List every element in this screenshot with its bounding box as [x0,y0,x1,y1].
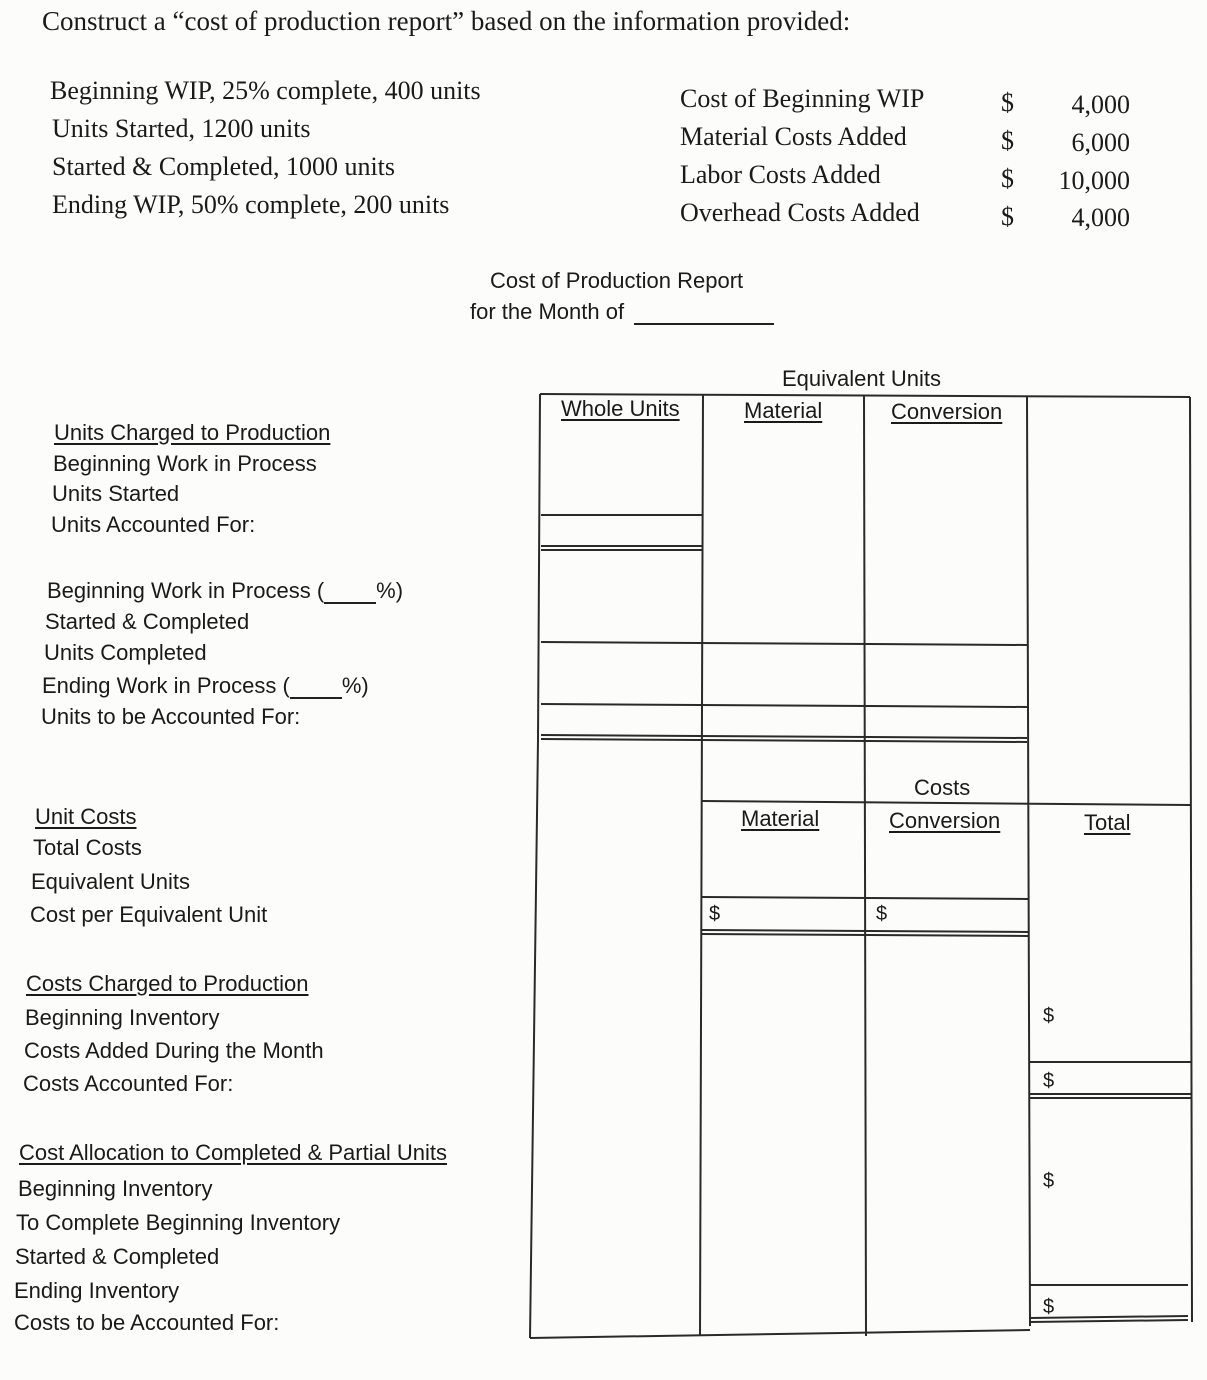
cost-allocation-row: Costs to be Accounted For: [14,1310,280,1335]
grid-line [702,801,1190,805]
units-charged-row: Units Started [52,481,180,506]
units-info-line: Started & Completed, 1000 units [52,152,396,181]
units-charged-row: Units Accounted For: [51,512,256,537]
dollar-sign: $ [1043,1005,1055,1027]
unit-costs-row: Equivalent Units [31,869,190,894]
cost-allocation-row: Started & Completed [15,1244,220,1269]
units-row: Started & Completed [45,609,250,634]
report-subtitle-label: for the Month of [470,299,625,324]
unit-costs-heading: Unit Costs [35,804,137,829]
units-info-line: Ending WIP, 50% complete, 200 units [52,190,450,219]
costs-charged-row: Costs Accounted For: [23,1071,234,1096]
costs-charged-row: Costs Added During the Month [24,1038,324,1063]
grid-line [541,735,1027,738]
dollar-sign: $ [709,903,721,925]
dollar-sign: $ [1043,1170,1055,1192]
grid-line [702,934,1028,936]
beginning-wip-label: Beginning Work in Process ( [47,578,325,603]
dollar-sign: $ [1043,1070,1055,1092]
grid-line [1030,1320,1188,1322]
grid-line [541,704,1027,707]
cost-allocation-row: Ending Inventory [14,1278,180,1303]
cost-label: Cost of Beginning WIP [680,84,925,113]
equivalent-units-header: Equivalent Units [782,366,941,391]
grid-line [1030,1316,1188,1318]
percent-suffix: %) [376,578,404,603]
grid-line [530,740,538,1338]
cost-label: Material Costs Added [680,122,907,151]
cost-currency: $ [1001,88,1014,117]
grid-line [702,897,1028,899]
grid-line [702,930,1028,932]
unit-costs-row: Total Costs [33,835,142,860]
cost-amount: 4,000 [1071,90,1130,119]
unit-costs-row: Cost per Equivalent Unit [30,902,268,927]
grid-line [864,396,866,1336]
conversion-header: Conversion [891,399,1003,424]
percent-suffix: %) [341,673,369,698]
units-row: Units Completed [44,640,207,665]
grid-line [538,394,540,740]
dollar-sign: $ [1043,1296,1055,1318]
ending-wip-label: Ending Work in Process ( [42,673,290,698]
dollar-sign: $ [876,903,888,925]
units-row: Units to be Accounted For: [41,704,301,729]
cost-amount: 4,000 [1071,203,1130,232]
units-info-line: Units Started, 1200 units [52,114,311,143]
instructions: Construct a “cost of production report” based on the information provided: [42,6,851,36]
material-header: Material [744,398,823,423]
cost-currency: $ [1001,202,1014,231]
total-header: Total [1084,810,1131,835]
costs-header: Costs [914,775,971,800]
costs-charged-row: Beginning Inventory [25,1005,220,1030]
costs-charged-heading: Costs Charged to Production [26,971,309,996]
cost-allocation-heading: Cost Allocation to Completed & Partial Units [19,1140,447,1165]
costs-conversion-header: Conversion [889,808,1001,833]
cost-allocation-row: Beginning Inventory [18,1176,213,1201]
cost-currency: $ [1001,164,1014,193]
cost-amount: 6,000 [1071,128,1130,157]
whole-units-header: Whole Units [561,396,680,421]
grid-line [700,394,703,1336]
report-title: Cost of Production Report [490,268,744,293]
cost-amount: 10,000 [1058,166,1130,195]
grid-line [541,739,1027,742]
cost-label: Labor Costs Added [680,160,881,189]
grid-line [1190,397,1192,1322]
units-info-line: Beginning WIP, 25% complete, 400 units [50,76,481,105]
units-charged-row: Beginning Work in Process [53,451,317,476]
cost-label: Overhead Costs Added [680,198,920,227]
grid-line [1027,396,1030,1326]
grid-line [530,1330,1030,1338]
cost-allocation-row: To Complete Beginning Inventory [16,1210,341,1235]
units-charged-heading: Units Charged to Production [54,420,331,445]
costs-material-header: Material [741,806,820,831]
grid-line [541,642,1027,645]
cost-currency: $ [1001,126,1014,155]
